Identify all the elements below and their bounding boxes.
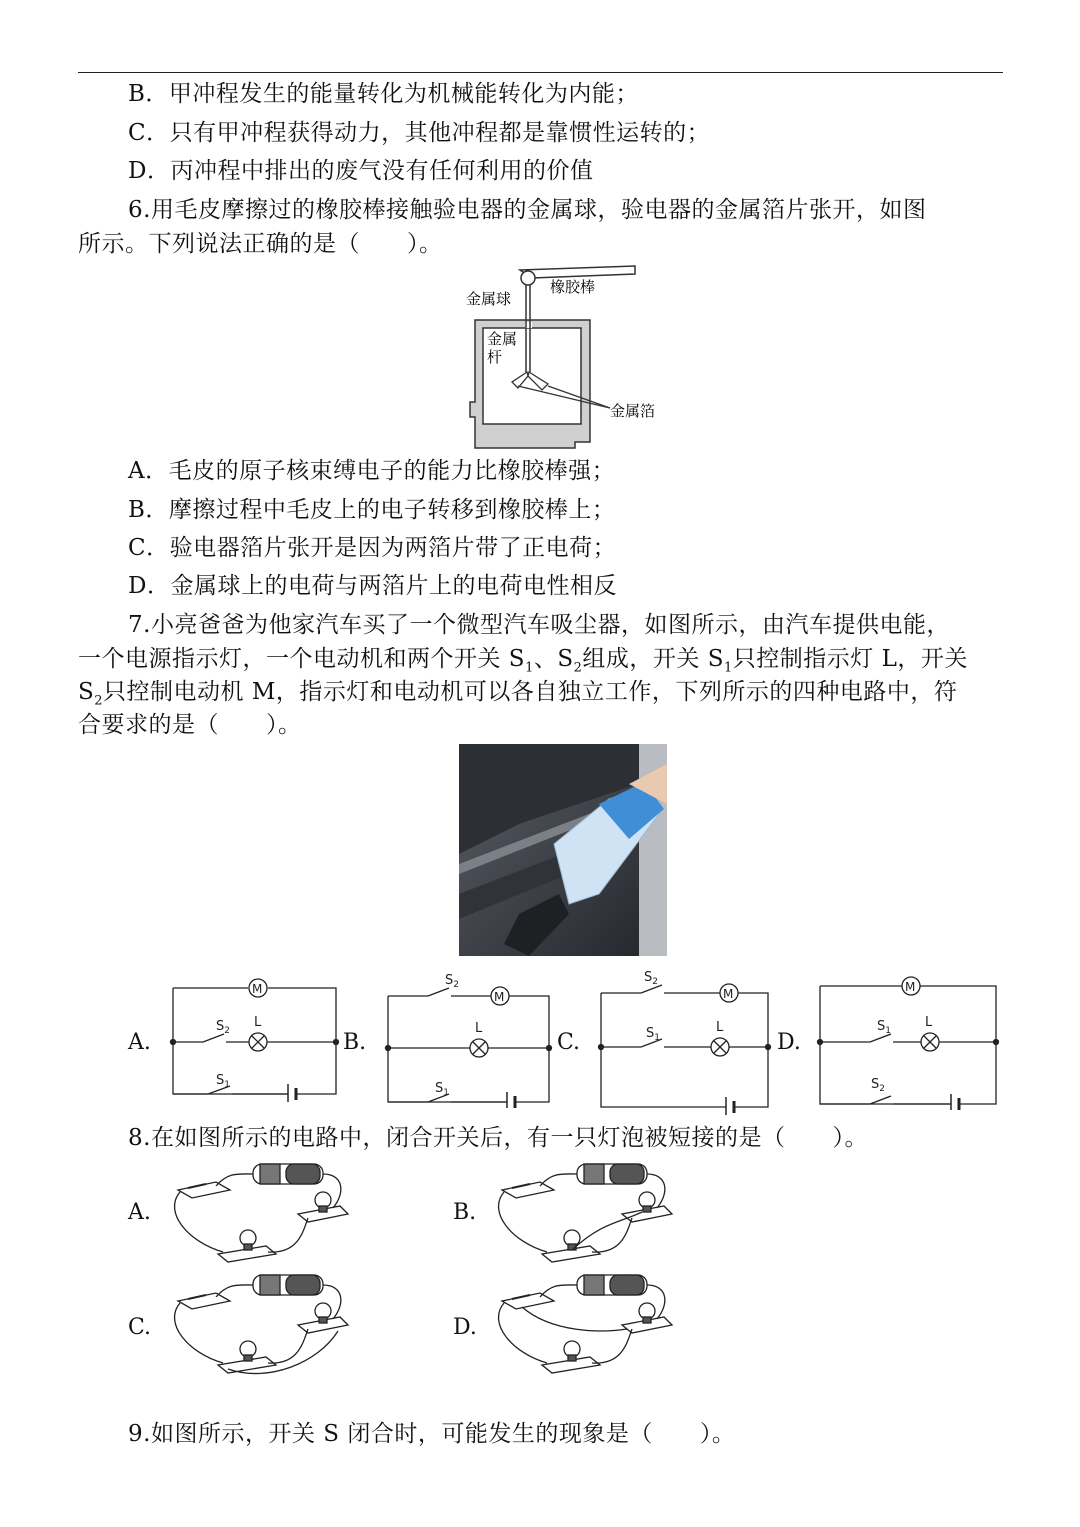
q5-option-d: D．丙冲程中排出的废气没有任何利用的价值 [128,158,594,184]
lamp-label-c: L [716,1020,724,1035]
q7-circuit-d-label: D. [777,1030,801,1055]
q8-option-b-label: B. [453,1200,477,1225]
lamp-label-b: L [475,1021,483,1036]
q7-circuit-b [383,968,558,1108]
q7-stem-line1: 7.小亮爸爸为他家汽车买了一个微型汽车吸尘器，如图所示，由汽车提供电能， [128,612,950,638]
switch-s2-a: $S_2$ [216,1019,230,1036]
motor-symbol-d: M [905,980,916,994]
q7-circuit-a [168,972,343,1102]
label-rubber-rod: 橡胶棒 [550,278,596,296]
lamp-label-a: L [254,1015,262,1030]
q7-stem-line4: 合要求的是（ ）。 [78,712,302,738]
q8-stem: 8.在如图所示的电路中，闭合开关后，有一只灯泡被短接的是（ ）。 [128,1125,868,1151]
q5-option-b: B．甲冲程发生的能量转化为机械能转化为内能； [128,81,639,107]
switch-s2-c: $S_2$ [644,970,658,987]
q7-circuit-d [815,970,1005,1110]
label-metal-stem-2: 杆 [487,348,503,366]
q5-option-c: C．只有甲冲程获得动力，其他冲程都是靠惯性运转的； [128,120,711,146]
lamp-label-d: L [925,1015,933,1030]
q7-circuit-c [596,965,776,1115]
switch-s1-a: $S_1$ [216,1073,230,1090]
label-metal-foil: 金属箔 [610,402,656,420]
motor-symbol-b: M [494,990,505,1004]
label-metal-stem-1: 金属 [487,330,518,348]
q6-stem-line1: 6.用毛皮摩擦过的橡胶棒接触验电器的金属球，验电器的金属箔片张开，如图 [128,197,927,223]
q7-stem-line2: 一个电源指示灯，一个电动机和两个开关 $S_1$、$S_2$组成，开关 $S_1$只控制指示灯 L，开关 [78,646,968,676]
motor-symbol-c: M [723,987,734,1001]
q9-stem: 9.如图所示，开关 S 闭合时，可能发生的现象是（ ）。 [128,1421,736,1447]
top-rule [78,72,1003,73]
q6-option-a: A．毛皮的原子核束缚电子的能力比橡胶棒强； [128,458,616,484]
car-vacuum-photo [459,744,667,956]
q7-stem-line3: $S_2$只控制电动机 M，指示灯和电动机可以各自独立工作，下列所示的四种电路中，符 [78,679,958,709]
switch-s2-d: $S_2$ [871,1077,885,1094]
switch-s1-b: $S_1$ [435,1081,449,1098]
label-metal-ball: 金属球 [466,290,512,308]
switch-s1-c: $S_1$ [646,1026,660,1043]
switch-s1-d: $S_1$ [877,1019,891,1036]
q8-option-c-label: C. [128,1315,152,1340]
q8-circuit-b [492,1162,692,1272]
q6-option-b: B．摩擦过程中毛皮上的电子转移到橡胶棒上； [128,497,616,523]
q7-circuit-b-label: B. [343,1030,367,1055]
q6-option-c: C．验电器箔片张开是因为两箔片带了正电荷； [128,535,617,561]
q7-circuit-c-label: C. [557,1030,581,1055]
q8-circuit-c [168,1273,378,1383]
q8-option-d-label: D. [453,1315,477,1340]
q6-stem-line2: 所示。下列说法正确的是（ ）。 [78,231,443,257]
q7-circuit-a-label: A. [128,1030,151,1055]
q8-option-a-label: A. [128,1200,151,1225]
q6-option-d: D．金属球上的电荷与两箔片上的电荷电性相反 [128,573,617,599]
q8-circuit-a [168,1162,368,1272]
electroscope-figure [460,262,680,452]
q8-circuit-d [492,1273,702,1383]
motor-symbol-a: M [252,982,263,996]
switch-s2-b: $S_2$ [445,973,459,990]
